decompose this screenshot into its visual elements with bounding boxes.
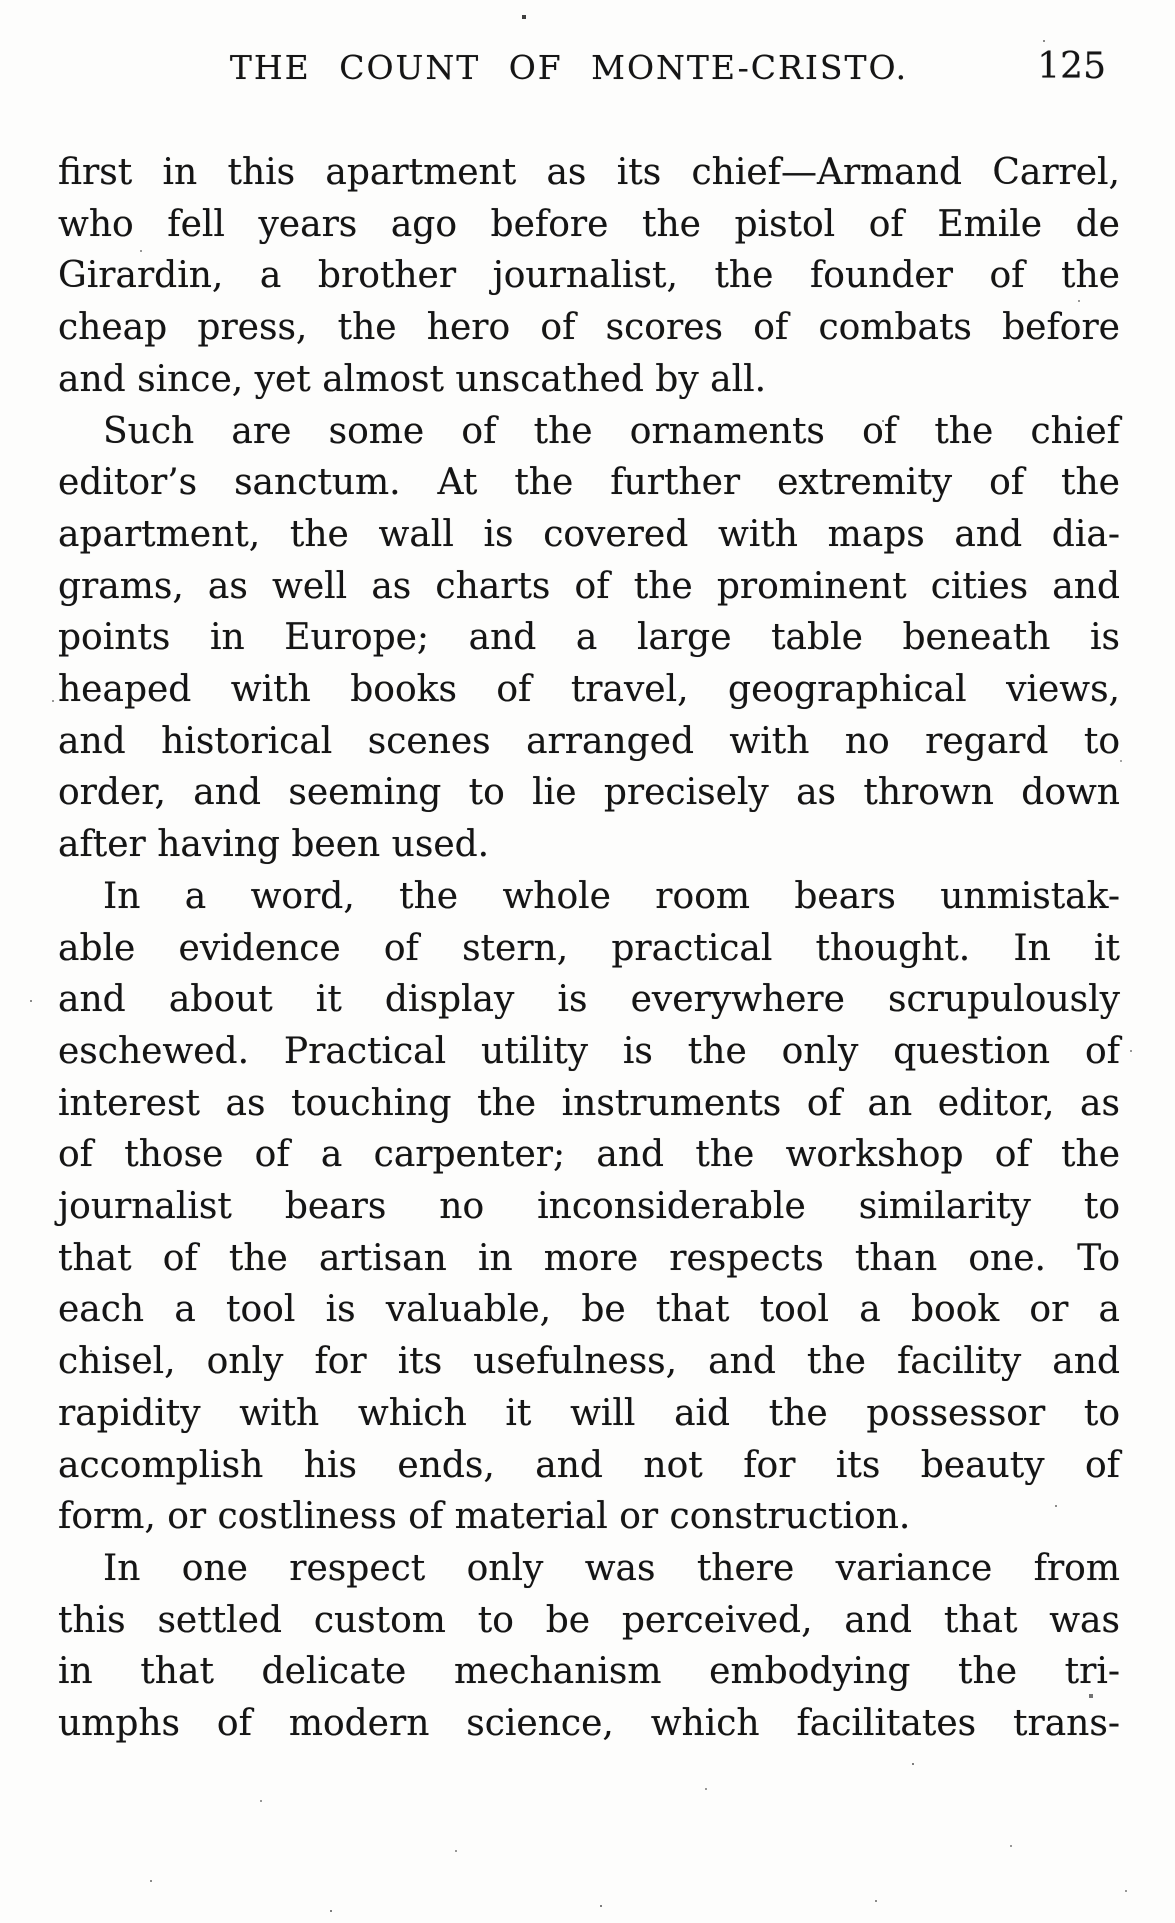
text-line: in that delicate mechanism embodying the tri- [58,1651,1120,1693]
text-line: journalist bears no inconsiderable similarity to [58,1186,1120,1228]
text-line: each a tool is valuable, be that tool a book or a [58,1289,1120,1331]
text-line: cheap press, the hero of scores of combats before [58,307,1120,349]
text-line: accomplish his ends, and not for its beauty of [58,1444,1120,1486]
text-line: and historical scenes arranged with no regard to [58,720,1120,762]
paragraph [58,871,1120,1543]
text-line: editor’s sanctum. At the further extremity of the [58,462,1120,504]
page-header [58,48,1120,92]
text-line: first in this apartment as its chief—Armand Carrel, [58,152,1120,193]
text-line: eschewed. Practical utility is the only question of [58,1030,1120,1072]
text-line: apartment, the wall is covered with maps and dia- [58,513,1120,555]
running-title: THE COUNT OF MONTE-CRISTO. [229,48,909,87]
text-line: and since, yet almost unscathed by all. [58,358,767,400]
text-line: after having been used. [58,824,490,866]
paragraph [58,406,1120,871]
text-line: this settled custom to be perceived, and that was [58,1599,1120,1641]
text-line: and about it display is everywhere scrupulously [58,979,1120,1021]
text-line: that of the artisan in more respects than one. To [58,1237,1120,1279]
text-line: of those of a carpenter; and the workshop of the [58,1134,1120,1176]
text-line: order, and seeming to lie precisely as thrown down [58,772,1120,814]
text-line: chisel, only for its usefulness, and the facility and [58,1341,1120,1383]
text-line: interest as touching the instruments of an editor, as [58,1082,1120,1124]
body-text [58,147,1120,1750]
scan-noise-layer [0,0,2,2]
page-number: 125 [1037,46,1106,87]
paragraph [58,147,1120,406]
text-line: Such are some of the ornaments of the chief [103,410,1120,452]
text-line: grams, as well as charts of the prominent cities and [58,565,1120,607]
text-line: who fell years ago before the pistol of Emile de [58,203,1120,245]
text-line: points in Europe; and a large table beneath is [58,617,1120,659]
text-line: able evidence of stern, practical thought. In it [58,927,1120,969]
text-line: In a word, the whole room bears unmistak- [103,875,1120,917]
text-line: Girardin, a brother journalist, the founder of the [58,255,1120,297]
text-line: heaped with books of travel, geographical views, [58,669,1120,711]
paragraph [58,1543,1120,1750]
text-line: umphs of modern science, which facilitates trans- [58,1703,1120,1745]
text-line: form, or costliness of material or construction. [58,1496,911,1538]
text-line: rapidity with which it will aid the possessor to [58,1392,1120,1434]
text-line: In one respect only was there variance from [103,1547,1120,1589]
